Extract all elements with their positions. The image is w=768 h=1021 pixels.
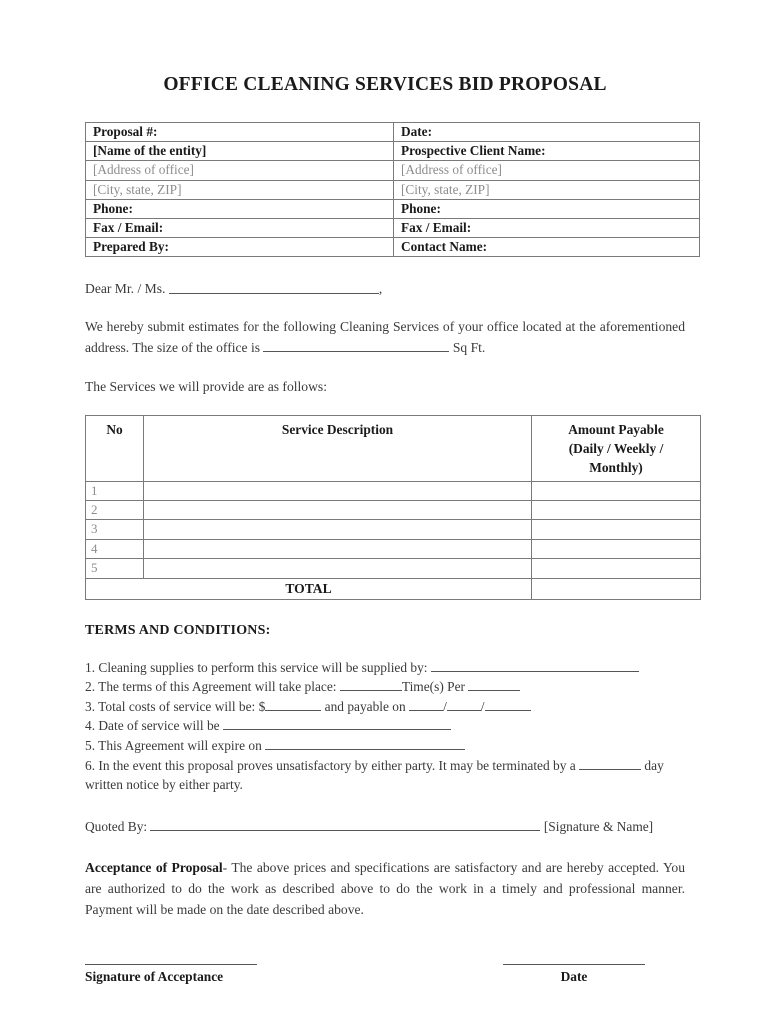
amount-header-line-2: (Daily / Weekly / — [568, 440, 664, 456]
proposal-info-body — [86, 123, 700, 257]
term-2-text: 2. The terms of this Agreement will take place: — [85, 679, 340, 695]
service-row-number: 2 — [86, 500, 144, 519]
terms-heading: TERMS AND CONDITIONS: — [85, 622, 271, 638]
service-amount-cell[interactable] — [532, 500, 701, 519]
list-item — [85, 677, 685, 697]
info-cell-right: Phone: — [394, 199, 700, 218]
list-item — [85, 697, 685, 717]
table-row — [86, 481, 701, 500]
quoted-by-blank-line[interactable] — [150, 819, 540, 831]
info-cell-right: [City, state, ZIP] — [394, 180, 700, 199]
info-cell-left: Proposal #: — [86, 123, 394, 142]
service-row-number: 3 — [86, 520, 144, 539]
amount-header-line-3: Monthly) — [589, 459, 643, 475]
salutation-line — [85, 281, 685, 297]
column-header-amount — [532, 415, 701, 481]
column-header-no: No — [86, 415, 144, 481]
table-row — [86, 161, 700, 180]
term-2-mid: Time(s) Per — [401, 679, 469, 695]
services-table — [85, 415, 701, 600]
term-6-suffix: day written notice by either party. — [85, 757, 664, 793]
term-5-text: 5. This Agreement will expire on — [85, 737, 266, 753]
table-row — [86, 520, 701, 539]
table-row — [86, 539, 701, 558]
table-row — [86, 238, 700, 257]
term-1-blank-line[interactable] — [431, 660, 639, 672]
info-cell-left: [Name of the entity] — [86, 142, 394, 161]
quoted-by-label: Quoted By: — [85, 818, 151, 834]
table-header-row — [86, 415, 701, 481]
signature-block — [85, 964, 685, 1010]
term-3-text: 3. Total costs of service will be: $ — [85, 698, 266, 714]
letter-body — [85, 281, 685, 396]
info-cell-left: [Address of office] — [86, 161, 394, 180]
square-feet-blank-line[interactable] — [263, 339, 449, 351]
info-cell-right: Contact Name: — [394, 238, 700, 257]
table-row — [86, 500, 701, 519]
term-4-text: 4. Date of service will be — [85, 718, 223, 734]
term-1-text: 1. Cleaning supplies to perform this service will be supplied by: — [85, 659, 431, 675]
total-amount-cell[interactable] — [532, 578, 701, 599]
info-cell-left: [City, state, ZIP] — [86, 180, 394, 199]
total-label: TOTAL — [86, 578, 532, 599]
signature-name-tag: [Signature & Name] — [540, 818, 654, 834]
term-3-separator-2: / — [480, 698, 485, 714]
services-table-head — [86, 415, 701, 481]
service-row-number: 4 — [86, 539, 144, 558]
info-cell-left: Fax / Email: — [86, 219, 394, 238]
spacer — [85, 298, 685, 316]
term-2-blank-line-a[interactable] — [340, 679, 402, 691]
estimate-paragraph — [85, 316, 685, 358]
service-amount-cell[interactable] — [532, 520, 701, 539]
table-row — [86, 142, 700, 161]
table-row — [86, 219, 700, 238]
table-row — [86, 180, 700, 199]
service-description-cell[interactable] — [144, 539, 532, 558]
table-row — [86, 559, 701, 578]
table-row — [86, 199, 700, 218]
term-3-month-blank-line[interactable] — [409, 699, 443, 711]
info-cell-left: Prepared By: — [86, 238, 394, 257]
term-2-blank-line-b[interactable] — [468, 679, 520, 691]
date-signature-slot — [503, 964, 645, 985]
column-header-description: Service Description — [144, 415, 532, 481]
term-3-mid: and payable on — [321, 698, 410, 714]
service-description-cell[interactable] — [144, 559, 532, 578]
acceptance-lead-in: Acceptance of Proposal — [85, 859, 223, 875]
list-item — [85, 658, 685, 678]
acceptance-signature-label: Signature of Acceptance — [85, 968, 224, 984]
estimate-text-part1: We hereby submit estimates for the following Cleaning Services of your office located at the aforementioned address. The size of the office is — [85, 318, 685, 355]
table-row — [86, 123, 700, 142]
document-content — [85, 0, 685, 1010]
info-cell-right: [Address of office] — [394, 161, 700, 180]
services-table-body — [86, 481, 701, 599]
estimate-text-part2: Sq Ft. — [449, 339, 486, 355]
service-description-cell[interactable] — [144, 500, 532, 519]
salutation-comma: , — [378, 281, 383, 297]
service-amount-cell[interactable] — [532, 481, 701, 500]
service-description-cell[interactable] — [144, 481, 532, 500]
service-amount-cell[interactable] — [532, 539, 701, 558]
proposal-info-table — [85, 122, 700, 257]
list-item — [85, 756, 685, 795]
table-total-row — [86, 578, 701, 599]
date-label: Date — [560, 968, 588, 984]
list-item — [85, 716, 685, 736]
term-3-cost-blank-line[interactable] — [265, 699, 321, 711]
service-amount-cell[interactable] — [532, 559, 701, 578]
term-4-blank-line[interactable] — [223, 718, 451, 730]
term-3-separator-1: / — [443, 698, 447, 714]
term-5-blank-line[interactable] — [265, 738, 465, 750]
info-cell-right: Prospective Client Name: — [394, 142, 700, 161]
list-item — [85, 736, 685, 756]
service-row-number: 1 — [86, 481, 144, 500]
term-6-blank-line[interactable] — [579, 758, 641, 770]
service-row-number: 5 — [86, 559, 144, 578]
acceptance-signature-slot — [85, 964, 257, 985]
quoted-by-line — [85, 795, 685, 835]
term-3-year-blank-line[interactable] — [485, 699, 531, 711]
spacer — [85, 639, 685, 658]
info-cell-right: Date: — [394, 123, 700, 142]
spacer — [85, 358, 685, 376]
services-intro-text: The Services we will provide are as follows: — [85, 378, 327, 394]
info-cell-left: Phone: — [86, 199, 394, 218]
acceptance-paragraph — [85, 835, 685, 920]
info-cell-right: Fax / Email: — [394, 219, 700, 238]
page-title: OFFICE CLEANING SERVICES BID PROPOSAL — [163, 74, 607, 95]
term-3-day-blank-line[interactable] — [447, 699, 481, 711]
salutation-text: Dear Mr. / Ms. — [85, 281, 169, 297]
acceptance-body-text: - The above prices and specifications are satisfactory and are hereby accepted. You are authorized to do the work as described above to do the work in a timely and professional manner. Payment will be made on the date described above. — [85, 859, 685, 917]
amount-header-line-1: Amount Payable — [568, 421, 664, 437]
term-6-text: 6. In the event this proposal proves unsatisfactory by either party. It may be terminated by a — [85, 757, 580, 773]
service-description-cell[interactable] — [144, 520, 532, 539]
salutation-blank-line[interactable] — [169, 281, 379, 293]
terms-list — [85, 658, 685, 795]
